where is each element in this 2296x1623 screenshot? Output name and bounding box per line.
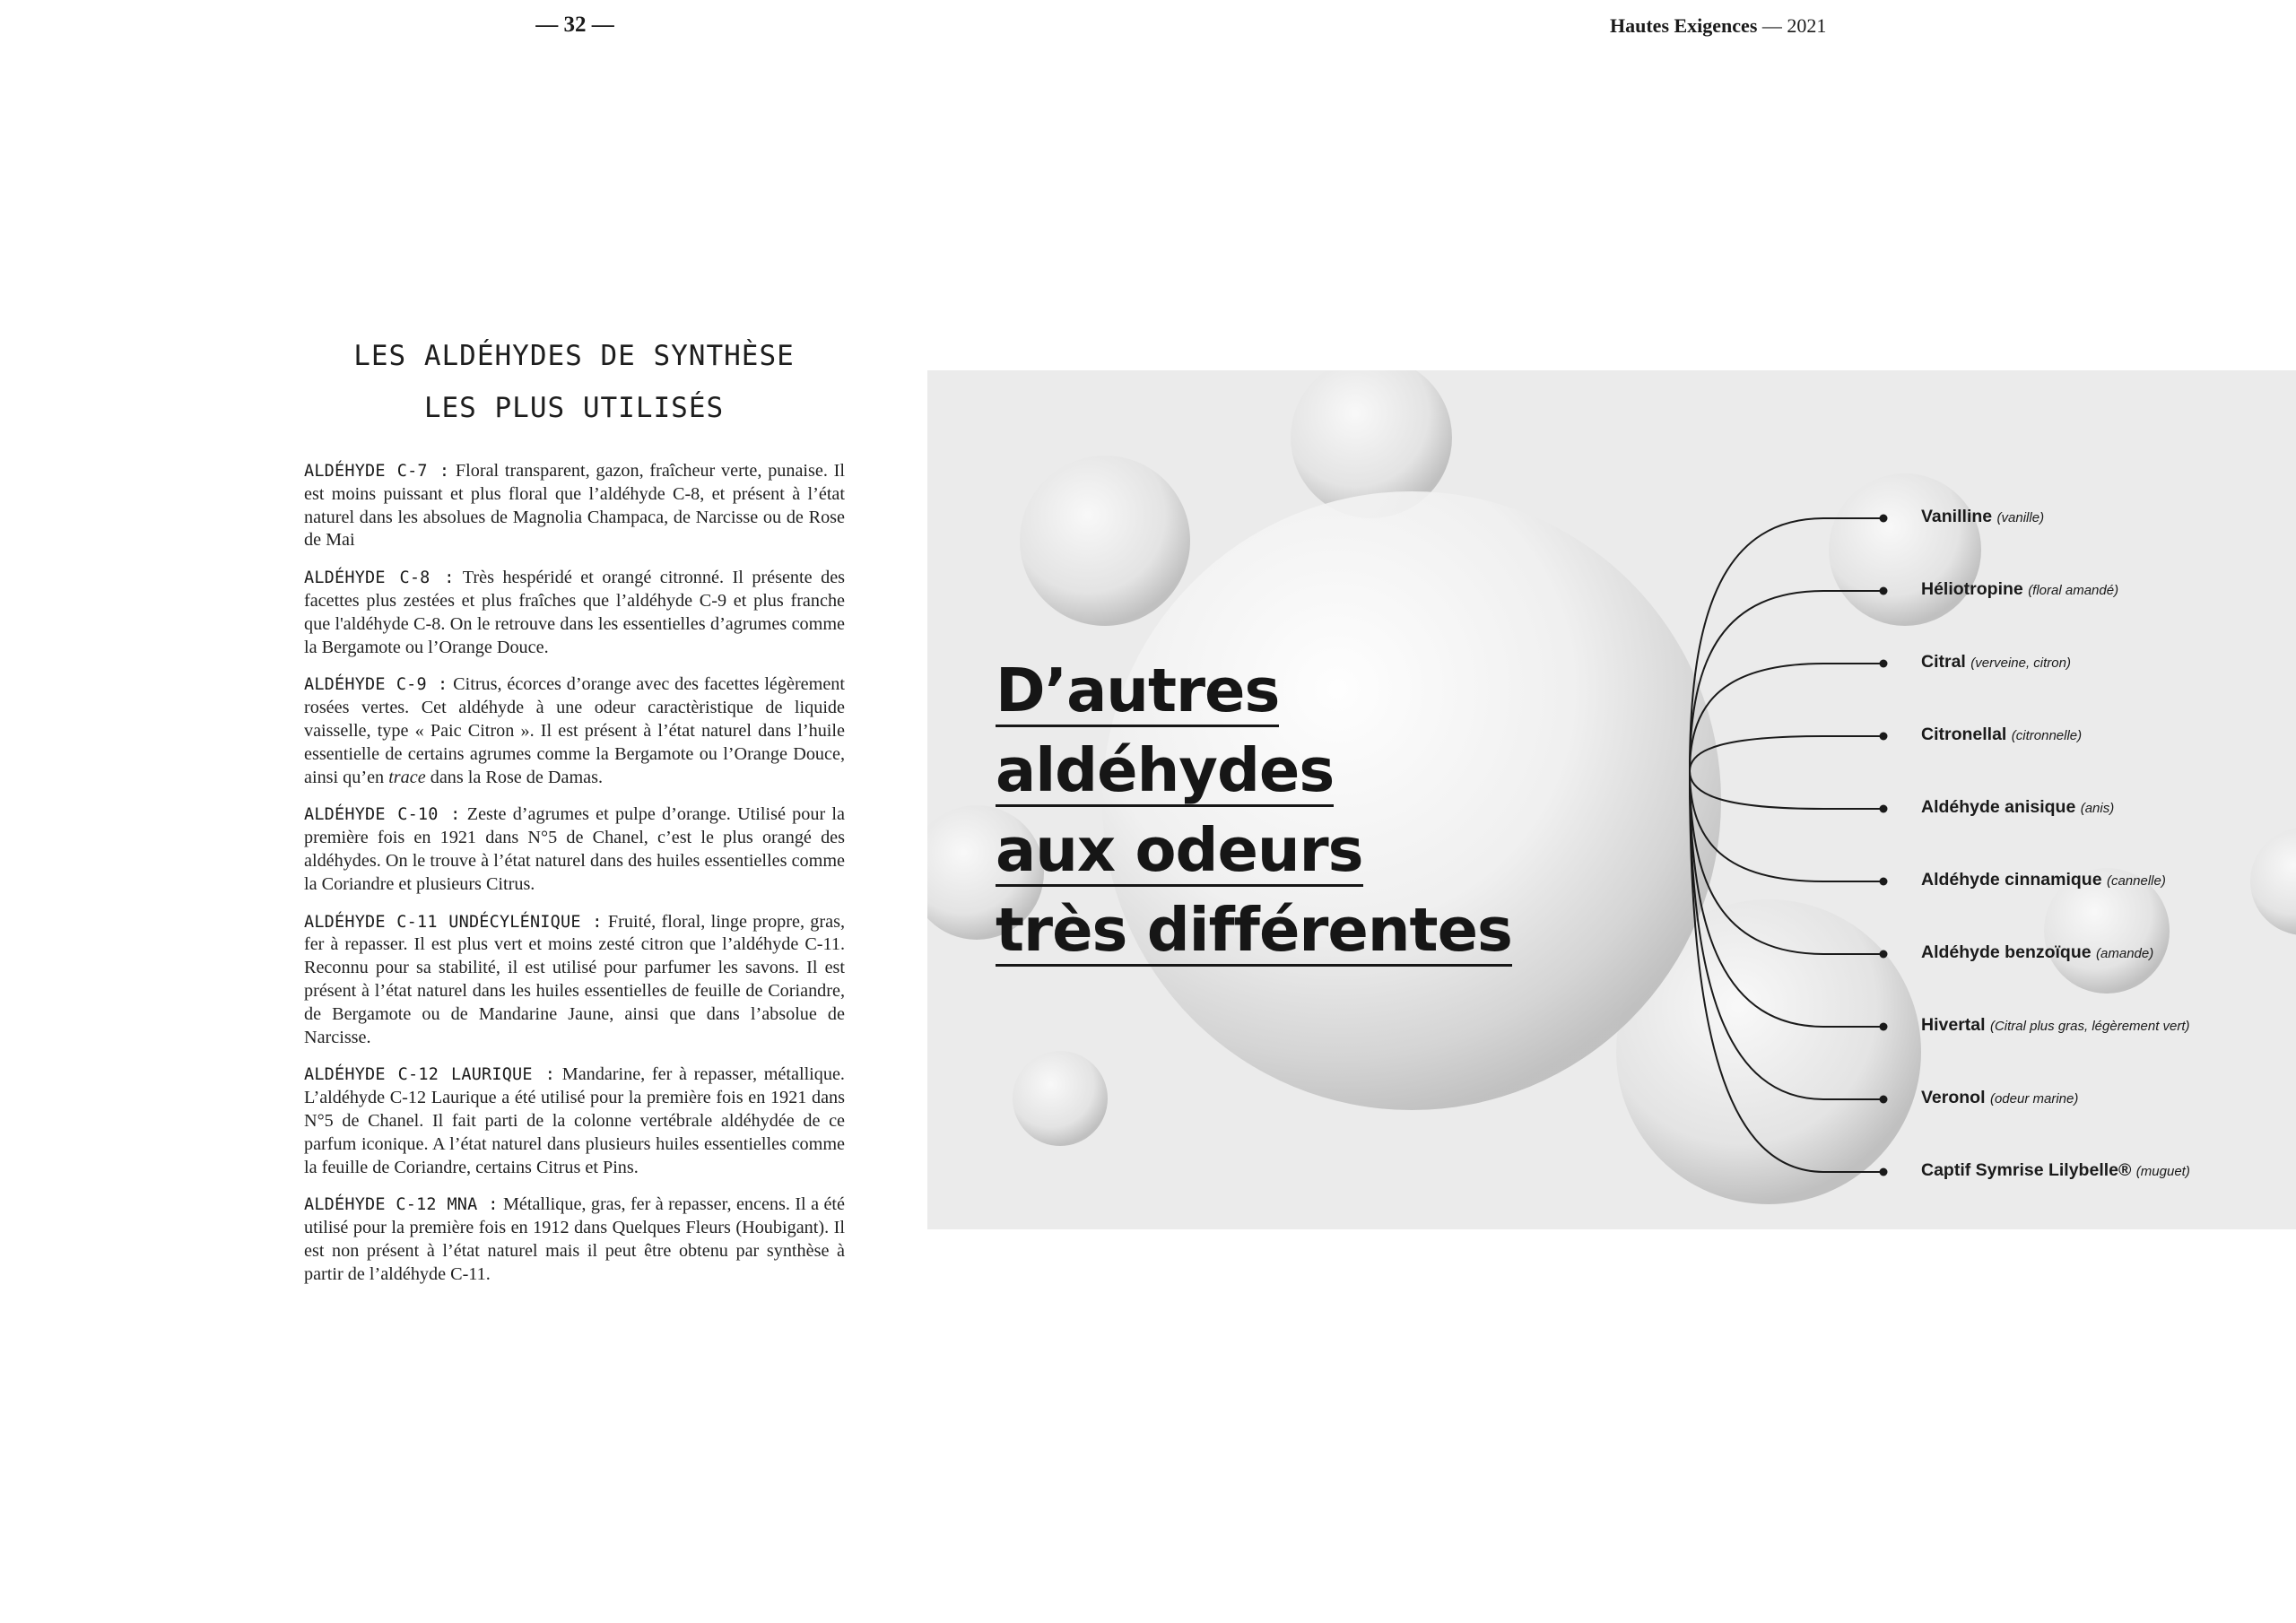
section-title-line-1: LES ALDÉHYDES DE SYNTHÈSE [353,340,795,372]
leaf-note: (odeur marine) [1989,1091,2079,1107]
branch-dot [1880,878,1888,886]
leaf-label [1921,870,2166,890]
leaf-name: Citronellal [1921,725,2007,744]
entry-text: Zeste d’agrumes et pulpe d’orange. Utilisé pour la première fois en 1921 dans N°5 de Chanel, c’est le plus orangé des aldéhydes. On le trouve à l’état naturel dans des huiles essentielles comme la Coriandre et plusieurs Citrus. [304,804,845,894]
branch-dot [1880,805,1888,813]
leaf-name: Citral [1921,652,1966,672]
headline-line: aux odeurs [996,815,1363,885]
leaf-note: (Citral plus gras, légèrement vert) [1989,1019,2190,1034]
entry-term: ALDÉHYDE C-11 UNDÉCYLÉNIQUE : [304,912,603,932]
leaf-label [1921,579,2118,600]
entry-text: Citrus, écorces d’orange avec des facettes légèrement rosées vertes. Cet aldéhyde à une odeur caractèristique de liquide vaisselle, type « Paic Citron ». Il est présent à l’état naturel dans l’huile essentielle de certains agrumes comme la Bergamote ou l’Orange Douce, ainsi qu’en [304,674,845,787]
branch-dot [1880,1023,1888,1031]
leaf-label [1921,942,2153,963]
leaf-note: (muguet) [2135,1164,2190,1179]
branch-line [1690,771,1883,1172]
leaf-note: (floral amandé) [2028,583,2119,598]
leaf-name: Aldéhyde benzoïque [1921,942,2092,962]
headline-line: aldéhydes [996,735,1335,805]
leaf-name: Aldéhyde cinnamique [1921,870,2102,890]
leaf-name: Captif Symrise Lilybelle® [1921,1160,2132,1180]
leaf-label [1921,797,2114,818]
leaf-label [1921,652,2071,673]
branch-line [1690,771,1883,809]
branch-dot [1880,1096,1888,1104]
entry-text: Très hespéridé et orangé citronné. Il présente des facettes plus zestées et plus fraîches que l’aldéhyde C-9 et plus franche que l'aldéhyde C-8. On le retrouve dans les essentielles d’agrumes comme la Bergamote ou l’Orange Douce. [304,568,846,657]
section-title-line-2: LES PLUS UTILISÉS [423,392,725,424]
leaf-label [1921,1015,2190,1036]
leaf-note: (anis) [2080,801,2115,816]
leaf-label [1921,507,2044,527]
leaf-label [1921,1088,2078,1108]
branch-line [1690,664,1883,771]
branch-line [1690,591,1883,771]
entry-text: Floral transparent, gazon, fraîcheur verte, punaise. Il est moins puissant et plus floral que l’aldéhyde C-8, et présent à l’état naturel dans les absolues de Magnolia Champaca, de Narcisse ou de Rose de Mai [304,461,845,551]
entry-term: ALDÉHYDE C-12 LAURIQUE : [304,1065,556,1085]
leaf-note: (vanille) [1996,510,2045,525]
leaf-note: (verveine, citron) [1970,655,2071,671]
leaf-name: Hivertal [1921,1015,1986,1035]
branch-dot [1880,1168,1888,1176]
branch-dot [1880,587,1888,595]
branch-line [1690,771,1883,881]
entry-term: ALDÉHYDE C-9 : [304,675,448,695]
entry-term: ALDÉHYDE C-8 : [304,568,455,588]
entry-italic: trace [388,767,426,787]
leaf-name: Veronol [1921,1088,1986,1107]
entry-text-tail: dans la Rose de Damas. [425,767,604,787]
headline-line: D’autres [996,655,1280,725]
leaf-note: (citronnelle) [2011,728,2083,743]
leaf-label [1921,1160,2190,1181]
branch-dot [1880,515,1888,523]
entry-term: ALDÉHYDE C-7 : [304,462,450,481]
publication-year: — 2021 [1757,14,1827,37]
leaf-label [1921,725,2082,745]
entry-text: Métallique, gras, fer à repasser, encens. Il a été utilisé pour la première fois en 1912 dans Quelques Fleurs (Houbigant). Il est non présent à l’état naturel mais il peut être obtenu par synthèse à partir de l’aldéhyde C-11. [304,1194,845,1284]
branch-line [1690,771,1883,1099]
page-number: — 32 — [535,13,614,37]
leaf-name: Vanilline [1921,507,1993,526]
publication-name: Hautes Exigences [1610,14,1758,37]
entry-text: Mandarine, fer à repasser, métallique. L’aldéhyde C-12 Laurique a été utilisé pour la première fois en 1921 dans N°5 de Chanel. Il fait parti de la colonne vertébrale aldéhydée de ce parfum iconique. A l’état naturel dans plusieurs huiles essentielles comme la feuille de Coriandre, certains Citrus et Pins. [304,1064,845,1177]
branch-line [1690,518,1883,771]
entry-term: ALDÉHYDE C-12 MNA : [304,1195,499,1215]
branch-line [1690,736,1883,771]
leaf-name: Aldéhyde anisique [1921,797,2076,817]
entry-text: Fruité, floral, linge propre, gras, fer à repasser. Il est plus vert et moins zesté citron que l’aldéhyde C-11. Reconnu pour sa stabilité, il est utilisé pour parfumer les savons. Il est présent à l’état naturel dans les huiles essentielles de feuille de Coriandre, de Bergamote ou de Mandarine Jaune, ainsi que dans l’absolue de Narcisse. [304,911,845,1047]
leaf-note: (cannelle) [2106,873,2166,889]
headline-line: très différentes [996,895,1512,965]
branch-dot [1880,660,1888,668]
branch-dot [1880,733,1888,741]
branch-dot [1880,950,1888,959]
entry-term: ALDÉHYDE C-10 : [304,805,461,825]
leaf-name: Héliotropine [1921,579,2023,599]
leaf-note: (amande) [2096,946,2154,961]
